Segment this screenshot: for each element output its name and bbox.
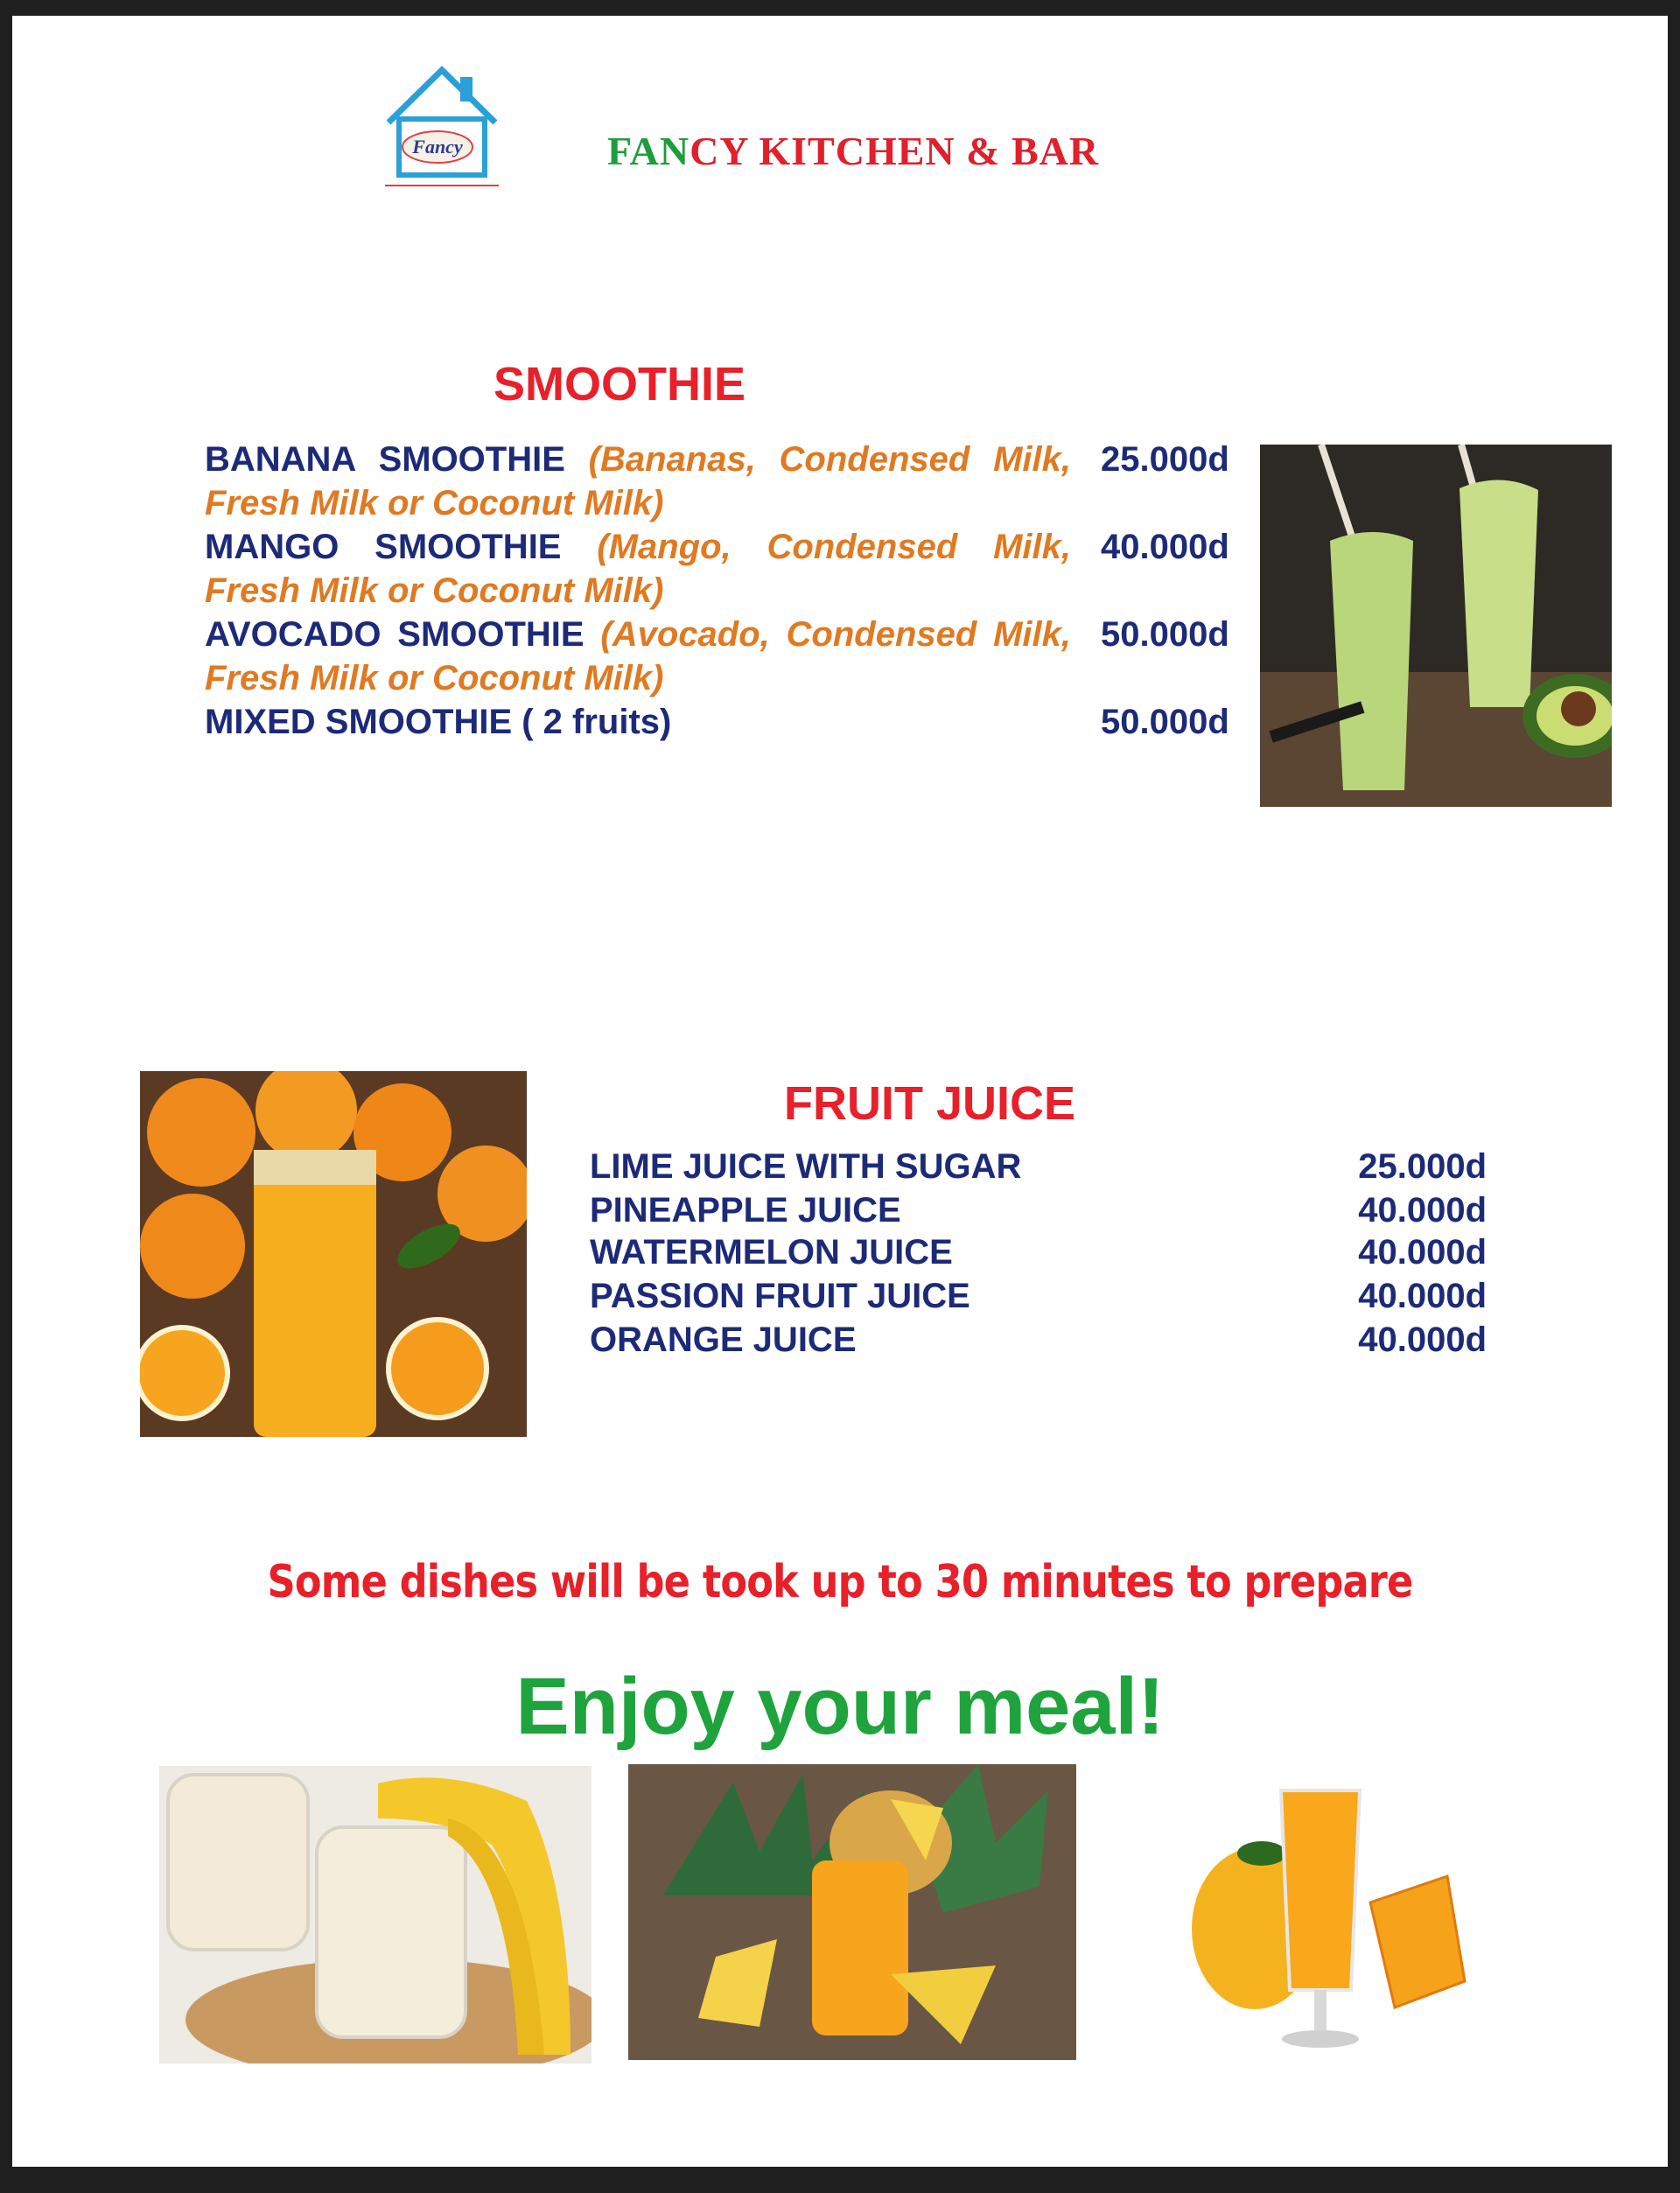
avocado-smoothie-photo: [1260, 445, 1612, 807]
fancy-logo: [376, 61, 508, 201]
menu-item-mango-smoothie: [205, 525, 1071, 613]
item-price: 50.000d: [1101, 703, 1229, 741]
menu-item-avocado-smoothie: [205, 613, 1071, 700]
mango-juice-photo: [1185, 1780, 1500, 2060]
menu-item-passion-fruit-juice: [590, 1274, 1487, 1318]
smoothie-title: SMOOTHIE: [494, 358, 746, 410]
fruit-juice-title: FRUIT JUICE: [784, 1077, 1076, 1130]
item-name: ORANGE JUICE: [590, 1321, 857, 1359]
item-name: WATERMELON JUICE: [590, 1233, 953, 1272]
item-description: (Mango, Condensed Milk, Fresh Milk or Coconut Milk): [205, 528, 1071, 610]
item-price: 25.000d: [1101, 440, 1229, 479]
svg-text:Fancy: Fancy: [412, 136, 463, 158]
item-price: 50.000d: [1101, 615, 1229, 654]
menu-item-orange-juice: [590, 1318, 1487, 1362]
item-description: (Avocado, Condensed Milk, Fresh Milk or Coconut Milk): [205, 615, 1071, 697]
pineapple-juice-photo: [628, 1764, 1076, 2060]
restaurant-name: FANCY KITCHEN & BAR: [607, 129, 1100, 173]
item-price: 40.000d: [1358, 1321, 1487, 1359]
item-price: 40.000d: [1358, 1191, 1487, 1230]
item-name: MANGO SMOOTHIE: [205, 528, 562, 566]
item-name: AVOCADO SMOOTHIE: [205, 615, 584, 654]
item-name: PASSION FRUIT JUICE: [590, 1277, 970, 1315]
item-name: MIXED SMOOTHIE ( 2 fruits): [205, 703, 672, 741]
item-name: BANANA SMOOTHIE: [205, 440, 565, 479]
item-price: 40.000d: [1358, 1233, 1487, 1272]
menu-item-banana-smoothie: [205, 438, 1071, 525]
menu-item-pineapple-juice: [590, 1188, 1487, 1232]
item-name: LIME JUICE WITH SUGAR: [590, 1147, 1022, 1186]
item-name: PINEAPPLE JUICE: [590, 1191, 901, 1230]
item-price: 40.000d: [1101, 528, 1229, 566]
item-price: 25.000d: [1358, 1147, 1487, 1186]
banana-smoothie-photo: [159, 1766, 592, 2063]
menu-page: [12, 16, 1668, 2167]
menu-item-watermelon-juice: [590, 1230, 1487, 1274]
menu-item-lime-juice: [590, 1145, 1487, 1188]
menu-item-mixed-smoothie: [205, 700, 1071, 744]
orange-juice-photo: [140, 1071, 527, 1437]
item-price: 40.000d: [1358, 1277, 1487, 1315]
enjoy-message: Enjoy your meal!: [515, 1662, 1165, 1751]
item-description: (Bananas, Condensed Milk, Fresh Milk or Coconut Milk): [205, 440, 1071, 522]
preparation-notice: Some dishes will be took up to 30 minutes to prepare: [267, 1556, 1413, 1608]
